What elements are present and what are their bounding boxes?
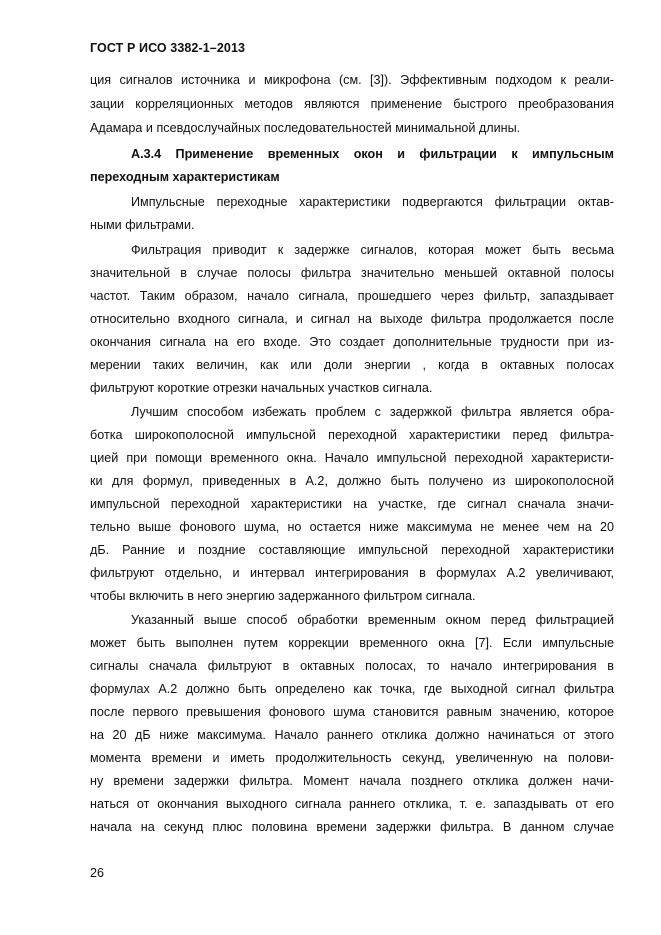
- document-header: ГОСТ Р ИСО 3382-1–2013: [90, 41, 246, 55]
- text-line: относительно входного сигнала, и сигнал на выходе фильтра продолжается после: [90, 312, 614, 326]
- text-line: частот. Таким образом, начало сигнала, прошедшего через фильтр, запаздывает: [90, 289, 614, 303]
- text-line: цией при помощи временного окна. Начало импульсной переходной характеристи-: [90, 451, 614, 465]
- text-line: фильтруют отдельно, и интервал интегрирования в формулах А.2 увеличивают,: [90, 566, 614, 580]
- text-line: Адамара и псевдослучайных последовательностей минимальной длины.: [90, 121, 521, 135]
- text-line: значительной в случае полосы фильтра значительно меньшей октавной полосы: [90, 266, 614, 280]
- text-line: А.3.4 Применение временных окон и фильтрации к импульсным: [131, 147, 614, 161]
- text-line: переходным характеристикам: [90, 170, 280, 184]
- page-number: 26: [90, 866, 105, 880]
- text-line: импульсной переходной характеристики на участке, где сигнал сначала значи-: [90, 497, 614, 511]
- text-line: ция сигналов источника и микрофона (см. [3]). Эффективным подходом к реали-: [90, 73, 614, 87]
- text-line: окончания сигнала на его входе. Это создает дополнительные трудности при из-: [90, 335, 614, 349]
- text-line: момента времени и иметь продолжительность секунд, увеличенную на полови-: [90, 751, 614, 765]
- text-line: формулах А.2 должно быть определено как точка, где выходной сигнал фильтра: [90, 682, 614, 696]
- text-line: после первого превышения фонового шума становится равным значению, которое: [90, 705, 614, 719]
- text-line: Указанный выше способ обработки временным окном перед фильтрацией: [131, 613, 614, 627]
- text-line: Импульсные переходные характеристики подвергаются фильтрации октав-: [131, 195, 614, 209]
- text-line: чтобы включить в него энергию задержанного фильтром сигнала.: [90, 589, 476, 603]
- text-line: Лучшим способом избежать проблем с задержкой фильтра является обра-: [131, 405, 614, 419]
- text-line: тельно выше фонового шума, но остается ниже максимума не менее чем на 20: [90, 520, 614, 534]
- text-line: фильтруют короткие отрезки начальных участков сигнала.: [90, 381, 433, 395]
- text-line: Фильтрация приводит к задержке сигналов, которая может быть весьма: [131, 243, 614, 257]
- text-line: на 20 дБ ниже максимума. Начало раннего отклика должно начинаться от этого: [90, 728, 614, 742]
- text-line: может быть выполнен путем коррекции временного окна [7]. Если импульсные: [90, 636, 614, 650]
- text-line: дБ. Ранние и поздние составляющие импульсной переходной характеристики: [90, 543, 614, 557]
- text-line: ботка широкополосной импульсной переходной характеристики перед фильтра-: [90, 428, 614, 442]
- text-line: зации корреляционных методов являются применение быстрого преобразования: [90, 97, 614, 111]
- text-line: наться от окончания выходного сигнала раннего отклика, т. е. запаздывать от его: [90, 797, 614, 811]
- text-line: мерении таких величин, как или доли энергии , когда в октавных полосах: [90, 358, 614, 372]
- text-line: ными фильтрами.: [90, 218, 195, 232]
- text-line: ки для формул, приведенных в А.2, должно быть получено из широкополосной: [90, 474, 614, 488]
- text-line: начала на секунд плюс половина времени задержки фильтра. В данном случае: [90, 820, 614, 834]
- text-line: сигналы сначала фильтруют в октавных полосах, то начало интегрирования в: [90, 659, 614, 673]
- text-line: ну времени задержки фильтра. Момент начала позднего отклика должен начи-: [90, 774, 614, 788]
